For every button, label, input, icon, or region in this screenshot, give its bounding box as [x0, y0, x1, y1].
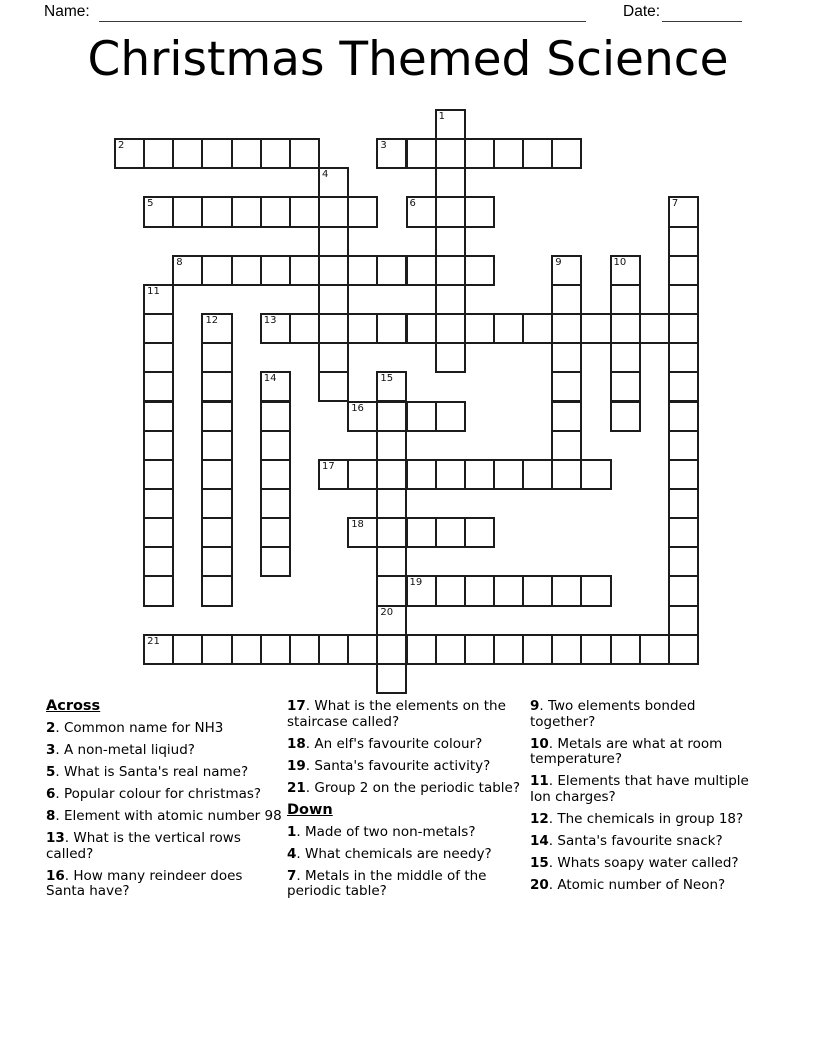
- grid-cell[interactable]: [172, 255, 203, 286]
- grid-cell[interactable]: [668, 459, 699, 490]
- grid-cell[interactable]: [260, 371, 291, 402]
- grid-cell[interactable]: [464, 313, 495, 344]
- grid-cell[interactable]: [260, 634, 291, 665]
- cell-number: 19: [409, 577, 423, 589]
- grid-cell[interactable]: [406, 138, 437, 169]
- cell-number: 10: [613, 256, 627, 268]
- grid-cell[interactable]: [201, 634, 232, 665]
- grid-cell[interactable]: [143, 546, 174, 577]
- grid-cell[interactable]: [522, 138, 553, 169]
- grid-cell[interactable]: [610, 313, 641, 344]
- clue-number: 13: [46, 830, 65, 847]
- cell-number: 5: [147, 198, 154, 210]
- clue-5: [46, 765, 284, 781]
- grid-cell[interactable]: [318, 634, 349, 665]
- grid-cell[interactable]: [201, 430, 232, 461]
- grid-cell[interactable]: [551, 401, 582, 432]
- grid-cell[interactable]: [668, 342, 699, 373]
- clue-17: [287, 699, 525, 730]
- grid-cell[interactable]: [201, 196, 232, 227]
- clue-11: [530, 774, 762, 805]
- grid-cell[interactable]: [143, 138, 174, 169]
- grid-cell[interactable]: [493, 138, 524, 169]
- clue-15: [530, 856, 762, 872]
- clue-number: 5: [46, 763, 56, 780]
- clue-text: . Atomic number of Neon?: [548, 877, 726, 894]
- grid-cell[interactable]: [668, 430, 699, 461]
- grid-cell[interactable]: [201, 488, 232, 519]
- grid-cell[interactable]: [143, 196, 174, 227]
- cell-number: 20: [380, 606, 394, 618]
- grid-cell[interactable]: [522, 459, 553, 490]
- grid-cell[interactable]: [347, 255, 378, 286]
- grid-cell[interactable]: [231, 196, 262, 227]
- grid-cell[interactable]: [435, 517, 466, 548]
- clue-text: . Whats soapy water called?: [548, 855, 739, 872]
- grid-cell[interactable]: [318, 167, 349, 198]
- grid-cell[interactable]: [668, 605, 699, 636]
- clue-number: 17: [287, 698, 306, 714]
- clue-13: [46, 831, 284, 862]
- clue-text: . A non-metal liqiud?: [55, 741, 195, 758]
- clue-text: . Metals are what at room temperature?: [530, 735, 723, 768]
- clue-text: . What is the vertical rows called?: [46, 830, 241, 862]
- grid-cell[interactable]: [551, 138, 582, 169]
- cell-number: 3: [380, 140, 387, 152]
- grid-cell[interactable]: [406, 255, 437, 286]
- grid-cell[interactable]: [435, 575, 466, 606]
- clue-text: . Common name for NH3: [55, 719, 224, 736]
- grid-cell[interactable]: [668, 284, 699, 315]
- clue-text: . The chemicals in group 18?: [548, 811, 744, 828]
- grid-cell[interactable]: [347, 401, 378, 432]
- grid-cell[interactable]: [201, 459, 232, 490]
- grid-cell[interactable]: [668, 226, 699, 257]
- name-blank-line[interactable]: [99, 2, 586, 22]
- clue-text: . What is Santa's real name?: [55, 763, 249, 780]
- grid-cell[interactable]: [143, 313, 174, 344]
- clue-text: . An elf's favourite colour?: [305, 735, 483, 752]
- clue-number: 8: [46, 807, 56, 824]
- grid-cell[interactable]: [260, 488, 291, 519]
- grid-cell[interactable]: [376, 663, 407, 694]
- grid-cell[interactable]: [610, 342, 641, 373]
- clue-text: . How many reindeer does Santa have?: [46, 867, 243, 900]
- grid-cell[interactable]: [580, 459, 611, 490]
- clue-text: . What chemicals are needy?: [296, 845, 492, 862]
- clue-text: . Two elements bonded together?: [530, 698, 696, 730]
- grid-cell[interactable]: [260, 313, 291, 344]
- grid-cell[interactable]: [464, 459, 495, 490]
- grid-cell[interactable]: [260, 196, 291, 227]
- grid-cell[interactable]: [143, 342, 174, 373]
- clue-text: . Made of two non-metals?: [296, 823, 476, 840]
- grid-cell[interactable]: [201, 371, 232, 402]
- clue-number: 4: [287, 845, 297, 862]
- clue-number: 18: [287, 735, 306, 752]
- grid-cell[interactable]: [668, 255, 699, 286]
- clues-column-3: [530, 699, 762, 900]
- cell-number: 7: [671, 198, 679, 210]
- grid-cell[interactable]: [318, 196, 349, 227]
- grid-cell[interactable]: [493, 459, 524, 490]
- grid-cell[interactable]: [260, 430, 291, 461]
- grid-cell[interactable]: [289, 255, 320, 286]
- grid-cell[interactable]: [406, 575, 437, 606]
- clue-number: 14: [530, 833, 549, 850]
- grid-cell[interactable]: [289, 196, 320, 227]
- grid-cell[interactable]: [435, 634, 466, 665]
- grid-cell[interactable]: [376, 138, 407, 169]
- cell-number: 13: [263, 315, 277, 327]
- clue-text: . Santa's favourite activity?: [305, 757, 491, 774]
- cell-number: 21: [147, 635, 160, 647]
- grid-cell[interactable]: [143, 430, 174, 461]
- grid-cell[interactable]: [610, 634, 641, 665]
- grid-cell[interactable]: [435, 138, 466, 169]
- clue-7: [287, 869, 525, 900]
- grid-cell[interactable]: [580, 313, 611, 344]
- grid-cell[interactable]: [580, 634, 611, 665]
- grid-cell[interactable]: [464, 255, 495, 286]
- clue-number: 2: [46, 719, 56, 736]
- grid-cell[interactable]: [318, 371, 349, 402]
- grid-cell[interactable]: [522, 575, 553, 606]
- clue-4: [287, 847, 525, 863]
- grid-cell[interactable]: [668, 488, 699, 519]
- grid-cell[interactable]: [376, 634, 407, 665]
- grid-cell[interactable]: [668, 575, 699, 606]
- clue-number: 10: [530, 735, 549, 752]
- clue-number: 11: [530, 773, 549, 790]
- clue-text: . Metals in the middle of the periodic table?: [287, 867, 487, 900]
- grid-cell[interactable]: [143, 488, 174, 519]
- clue-1: [287, 825, 525, 841]
- grid-cell[interactable]: [406, 459, 437, 490]
- grid-cell[interactable]: [464, 138, 495, 169]
- clue-21: [287, 781, 525, 797]
- grid-cell[interactable]: [289, 634, 320, 665]
- grid-cell[interactable]: [376, 459, 407, 490]
- grid-cell[interactable]: [435, 284, 466, 315]
- grid-cell[interactable]: [610, 401, 641, 432]
- clues-column-2: [287, 699, 525, 906]
- clue-20: [530, 878, 762, 894]
- grid-cell[interactable]: [376, 313, 407, 344]
- grid-cell[interactable]: [435, 196, 466, 227]
- grid-cell[interactable]: [435, 226, 466, 257]
- clue-number: 15: [530, 855, 549, 872]
- grid-cell[interactable]: [668, 546, 699, 577]
- grid-cell[interactable]: [376, 488, 407, 519]
- grid-cell[interactable]: [143, 459, 174, 490]
- grid-cell[interactable]: [639, 313, 670, 344]
- grid-cell[interactable]: [201, 313, 232, 344]
- grid-cell[interactable]: [260, 255, 291, 286]
- grid-cell[interactable]: [406, 313, 437, 344]
- grid-cell[interactable]: [347, 517, 378, 548]
- grid-cell[interactable]: [143, 401, 174, 432]
- grid-cell[interactable]: [668, 634, 699, 665]
- grid-cell[interactable]: [347, 196, 378, 227]
- grid-cell[interactable]: [289, 138, 320, 169]
- grid-cell[interactable]: [668, 371, 699, 402]
- grid-cell[interactable]: [201, 546, 232, 577]
- grid-cell[interactable]: [668, 196, 699, 227]
- clue-number: 9: [530, 698, 540, 714]
- grid-cell[interactable]: [551, 342, 582, 373]
- grid-cell[interactable]: [143, 284, 174, 315]
- cell-number: 4: [322, 169, 329, 181]
- grid-cell[interactable]: [318, 342, 349, 373]
- grid-cell[interactable]: [406, 517, 437, 548]
- grid-cell[interactable]: [464, 634, 495, 665]
- grid-cell[interactable]: [551, 371, 582, 402]
- cell-number: 12: [205, 315, 219, 327]
- grid-cell[interactable]: [668, 401, 699, 432]
- clue-3: [46, 743, 284, 759]
- name-label: Name:: [44, 3, 90, 20]
- clue-9: [530, 699, 762, 730]
- grid-cell[interactable]: [493, 634, 524, 665]
- grid-cell[interactable]: [376, 517, 407, 548]
- clue-12: [530, 812, 762, 828]
- clue-16: [46, 869, 284, 900]
- grid-cell[interactable]: [201, 138, 232, 169]
- grid-cell[interactable]: [435, 167, 466, 198]
- clue-8: [46, 809, 284, 825]
- grid-cell[interactable]: [580, 575, 611, 606]
- across-heading: Across: [46, 698, 101, 714]
- grid-cell[interactable]: [347, 634, 378, 665]
- grid-cell[interactable]: [318, 226, 349, 257]
- grid-cell[interactable]: [610, 371, 641, 402]
- grid-cell[interactable]: [610, 255, 641, 286]
- clue-number: 3: [46, 741, 56, 758]
- grid-cell[interactable]: [260, 401, 291, 432]
- clue-text: . Santa's favourite snack?: [548, 833, 723, 850]
- clue-text: . Elements that have multiple Ion charges?: [530, 773, 749, 805]
- date-blank-line[interactable]: [662, 2, 742, 22]
- cell-number: 11: [147, 285, 160, 297]
- cell-number: 9: [555, 256, 562, 268]
- grid-cell[interactable]: [172, 634, 203, 665]
- grid-cell[interactable]: [435, 255, 466, 286]
- grid-cell[interactable]: [143, 517, 174, 548]
- grid-cell[interactable]: [435, 313, 466, 344]
- clue-number: 19: [287, 757, 306, 774]
- clue-6: [46, 787, 284, 803]
- grid-cell[interactable]: [143, 634, 174, 665]
- grid-cell[interactable]: [143, 575, 174, 606]
- grid-cell[interactable]: [551, 634, 582, 665]
- grid-cell[interactable]: [522, 313, 553, 344]
- clue-number: 21: [287, 779, 306, 796]
- grid-cell[interactable]: [551, 284, 582, 315]
- grid-cell[interactable]: [143, 371, 174, 402]
- grid-cell[interactable]: [260, 459, 291, 490]
- grid-cell[interactable]: [318, 459, 349, 490]
- grid-cell[interactable]: [435, 459, 466, 490]
- grid-cell[interactable]: [318, 313, 349, 344]
- clue-14: [530, 834, 762, 850]
- grid-cell[interactable]: [551, 575, 582, 606]
- grid-cell[interactable]: [435, 401, 466, 432]
- clue-number: 7: [287, 867, 297, 884]
- grid-cell[interactable]: [522, 634, 553, 665]
- page-title: Christmas Themed Science: [87, 32, 729, 87]
- grid-cell[interactable]: [114, 138, 145, 169]
- down-heading: Down: [287, 801, 333, 818]
- clue-number: 16: [46, 867, 65, 884]
- grid-cell[interactable]: [201, 575, 232, 606]
- clue-19: [287, 759, 525, 775]
- grid-cell[interactable]: [376, 575, 407, 606]
- grid-cell[interactable]: [668, 313, 699, 344]
- grid-cell[interactable]: [347, 459, 378, 490]
- date-label: Date:: [623, 3, 661, 20]
- clue-2: [46, 721, 284, 737]
- clue-number: 1: [287, 823, 297, 840]
- clue-18: [287, 737, 525, 753]
- grid-cell[interactable]: [493, 575, 524, 606]
- grid-cell[interactable]: [260, 138, 291, 169]
- grid-cell[interactable]: [376, 371, 407, 402]
- grid-cell[interactable]: [201, 401, 232, 432]
- grid-cell[interactable]: [376, 546, 407, 577]
- grid-cell[interactable]: [172, 196, 203, 227]
- grid-cell[interactable]: [260, 546, 291, 577]
- clue-text: . Group 2 on the periodic table?: [305, 779, 521, 796]
- grid-cell[interactable]: [172, 138, 203, 169]
- grid-cell[interactable]: [376, 430, 407, 461]
- grid-cell[interactable]: [435, 109, 466, 140]
- grid-cell[interactable]: [464, 196, 495, 227]
- grid-cell[interactable]: [551, 255, 582, 286]
- grid-cell[interactable]: [551, 459, 582, 490]
- grid-cell[interactable]: [318, 255, 349, 286]
- grid-cell[interactable]: [289, 313, 320, 344]
- clues-column-1: [46, 699, 284, 906]
- grid-cell[interactable]: [231, 255, 262, 286]
- grid-cell[interactable]: [406, 196, 437, 227]
- clue-text: . Popular colour for christmas?: [55, 785, 262, 802]
- clue-number: 12: [530, 811, 549, 828]
- clue-text: . What is the elements on the staircase called?: [287, 698, 506, 730]
- grid-cell[interactable]: [201, 517, 232, 548]
- clue-number: 6: [46, 785, 56, 802]
- grid-cell[interactable]: [493, 313, 524, 344]
- grid-cell[interactable]: [318, 284, 349, 315]
- grid-cell[interactable]: [464, 575, 495, 606]
- grid-cell[interactable]: [376, 605, 407, 636]
- grid-cell[interactable]: [610, 284, 641, 315]
- grid-cell[interactable]: [406, 634, 437, 665]
- clue-text: . Element with atomic number 98: [55, 807, 282, 824]
- grid-cell[interactable]: [464, 517, 495, 548]
- grid-cell[interactable]: [406, 401, 437, 432]
- grid-cell[interactable]: [201, 255, 232, 286]
- cell-number: 8: [176, 256, 183, 268]
- grid-cell[interactable]: [435, 342, 466, 373]
- grid-cell[interactable]: [231, 138, 262, 169]
- grid-cell[interactable]: [201, 342, 232, 373]
- grid-cell[interactable]: [231, 634, 262, 665]
- grid-cell[interactable]: [376, 401, 407, 432]
- cell-number: 17: [322, 460, 335, 472]
- clue-number: 20: [530, 877, 549, 894]
- grid-cell[interactable]: [347, 313, 378, 344]
- cell-number: 14: [263, 373, 277, 385]
- grid-cell[interactable]: [551, 313, 582, 344]
- cell-number: 18: [351, 519, 364, 531]
- grid-cell[interactable]: [376, 255, 407, 286]
- cell-number: 1: [438, 111, 446, 122]
- cell-number: 16: [351, 402, 364, 414]
- grid-cell[interactable]: [260, 517, 291, 548]
- cell-number: 2: [118, 140, 125, 152]
- grid-cell[interactable]: [639, 634, 670, 665]
- grid-cell[interactable]: [551, 430, 582, 461]
- grid-cell[interactable]: [668, 517, 699, 548]
- clue-10: [530, 737, 762, 768]
- cell-number: 15: [380, 373, 394, 385]
- cell-number: 6: [409, 198, 416, 210]
